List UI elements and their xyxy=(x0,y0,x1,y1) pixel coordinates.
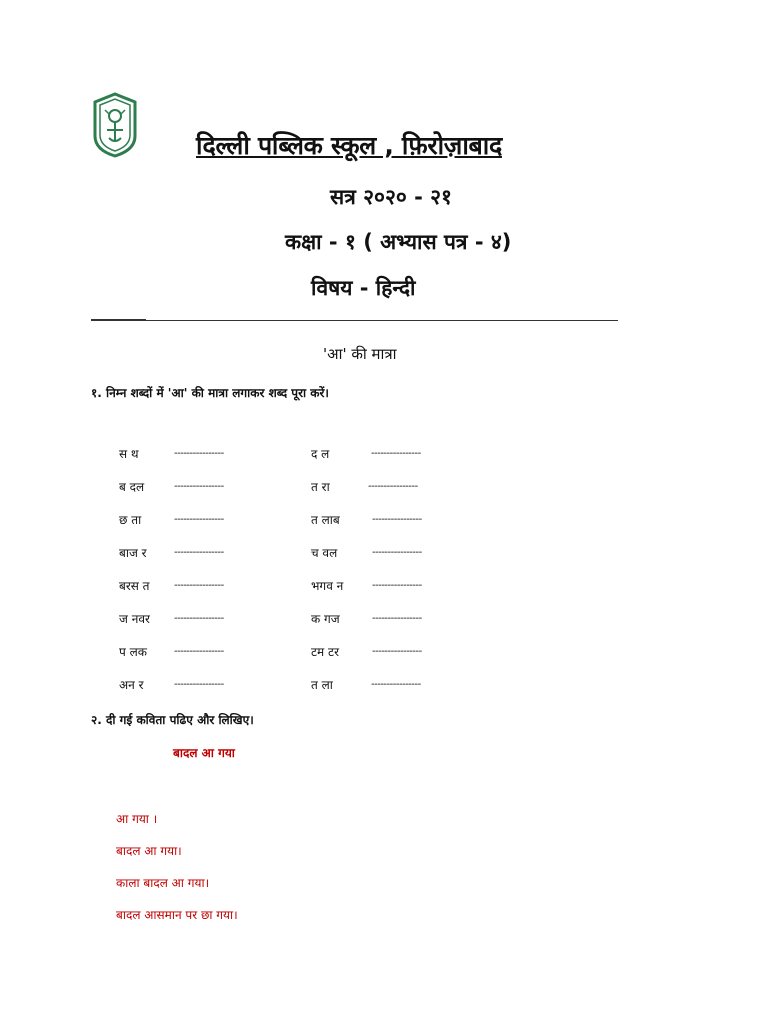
blank-right: ---------------- xyxy=(371,448,421,459)
session-label: सत्र २०२० - २१ xyxy=(330,185,452,209)
blank-left: ---------------- xyxy=(174,646,224,657)
word-left: ज नवर xyxy=(119,612,150,626)
school-logo xyxy=(91,92,139,158)
topic-heading: 'आ' की मात्रा xyxy=(323,345,397,363)
word-right: त ला xyxy=(311,678,333,692)
word-left: बाज र xyxy=(119,546,147,560)
school-name: दिल्ली पब्लिक स्कूल , फ़िरोज़ाबाद xyxy=(196,131,502,160)
word-left: प लक xyxy=(119,645,147,659)
blank-right: ---------------- xyxy=(372,547,422,558)
word-left: बरस त xyxy=(119,579,150,593)
blank-right: ---------------- xyxy=(368,481,418,492)
divider-line xyxy=(91,320,618,321)
word-right: त लाब xyxy=(311,513,340,527)
poem-title: बादल आ गया xyxy=(173,746,235,760)
word-right: च वल xyxy=(311,546,338,560)
poem-line: बादल आ गया। xyxy=(116,844,182,858)
blank-left: ---------------- xyxy=(174,514,224,525)
blank-left: ---------------- xyxy=(174,448,224,459)
poem-line: बादल आसमान पर छा गया। xyxy=(116,908,238,922)
subject-label: विषय - हिन्दी xyxy=(311,276,416,300)
word-right: टम टर xyxy=(311,645,339,659)
blank-left: ---------------- xyxy=(174,679,224,690)
question-2-instruction: २. दी गई कविता पढिए और लिखिए। xyxy=(91,713,254,727)
word-left: छ ता xyxy=(119,513,142,527)
word-right: त रा xyxy=(311,480,330,494)
blank-right: ---------------- xyxy=(372,613,422,624)
question-1-instruction: १. निम्न शब्दों में 'आ' की मात्रा लगाकर शब्द पूरा करें। xyxy=(91,386,329,400)
blank-right: ---------------- xyxy=(372,514,422,525)
word-left: अन र xyxy=(119,678,144,692)
blank-left: ---------------- xyxy=(174,547,224,558)
blank-left: ---------------- xyxy=(174,481,224,492)
blank-left: ---------------- xyxy=(174,580,224,591)
blank-right: ---------------- xyxy=(371,679,421,690)
poem-line: काला बादल आ गया। xyxy=(116,876,210,890)
blank-right: ---------------- xyxy=(372,646,422,657)
blank-left: ---------------- xyxy=(174,613,224,624)
word-right: क गज xyxy=(311,612,340,626)
word-right: द ल xyxy=(311,447,330,461)
blank-right: ---------------- xyxy=(372,580,422,591)
class-info: कक्षा - १ ( अभ्यास पत्र - ४) xyxy=(285,230,512,254)
word-right: भगव न xyxy=(311,579,344,593)
word-left: ब दल xyxy=(119,480,145,494)
poem-line: आ गया । xyxy=(116,812,158,826)
word-left: स थ xyxy=(119,447,139,461)
